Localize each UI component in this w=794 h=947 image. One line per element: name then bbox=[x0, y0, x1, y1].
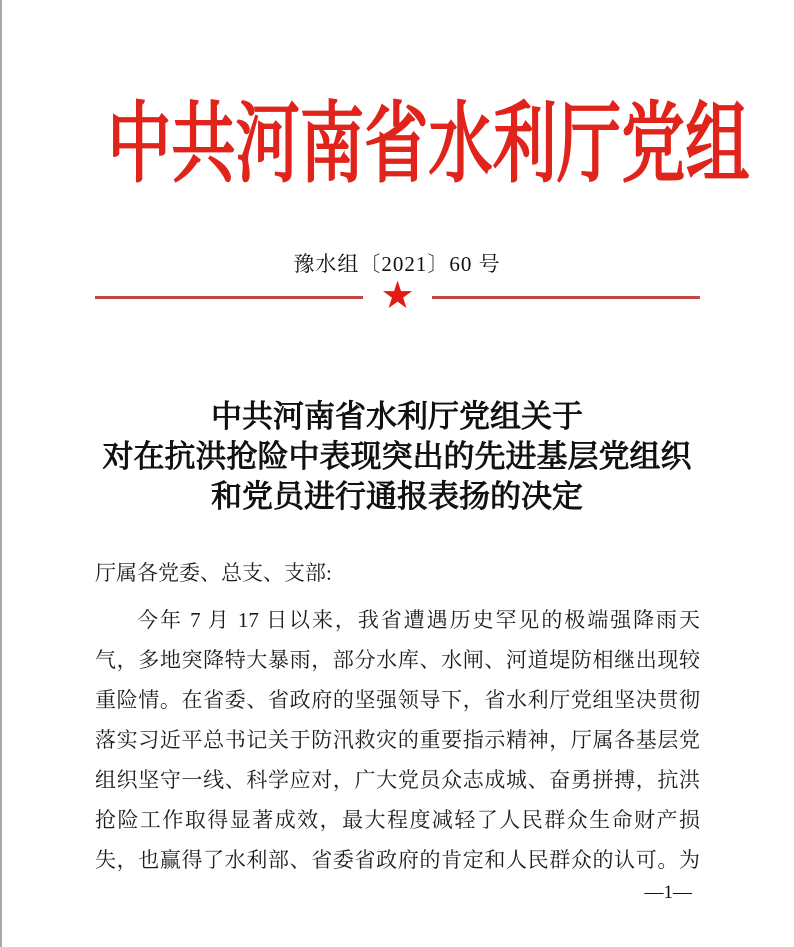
page-number: —1— bbox=[644, 882, 692, 903]
salutation: 厅属各党委、总支、支部: bbox=[95, 561, 332, 585]
red-divider bbox=[95, 273, 700, 317]
document-title-line-3: 和党员进行通报表扬的决定 bbox=[211, 479, 583, 514]
body-paragraph bbox=[95, 600, 700, 880]
red-star-icon: ★ bbox=[380, 273, 415, 317]
body-line-5: 组织坚守一线、科学应对，广大党员众志成城、奋勇拼搏，抗洪 bbox=[95, 768, 700, 792]
document-body bbox=[95, 558, 700, 880]
body-line-1: 今年 7 月 17 日以来，我省遭遇历史罕见的极端强降雨天 bbox=[137, 608, 700, 632]
divider-line-right bbox=[432, 296, 700, 299]
body-line-2: 气，多地突降特大暴雨，部分水库、水闸、河道堤防相继出现较 bbox=[95, 648, 700, 672]
document-title-line-1: 中共河南省水利厅党组关于 bbox=[211, 399, 583, 434]
body-line-3: 重险情。在省委、省政府的坚强领导下，省水利厅党组坚决贯彻 bbox=[95, 688, 700, 712]
body-line-4: 落实习近平总书记关于防汛救灾的重要指示精神，厅属各基层党 bbox=[95, 728, 700, 752]
document-title-line-2: 对在抗洪抢险中表现突出的先进基层党组织 bbox=[102, 439, 692, 474]
body-line-7: 失，也赢得了水利部、省委省政府的肯定和人民群众的认可。为 bbox=[95, 848, 700, 872]
body-line-6: 抢险工作取得显著成效，最大程度减轻了人民群众生命财产损 bbox=[95, 808, 700, 832]
org-header-title: 中共河南省水利厅党组 bbox=[107, 97, 750, 194]
scan-edge-line bbox=[0, 0, 2, 947]
document-title bbox=[0, 397, 794, 517]
divider-line-left bbox=[95, 296, 363, 299]
doc-number: 豫水组〔2021〕60 号 bbox=[293, 252, 501, 276]
